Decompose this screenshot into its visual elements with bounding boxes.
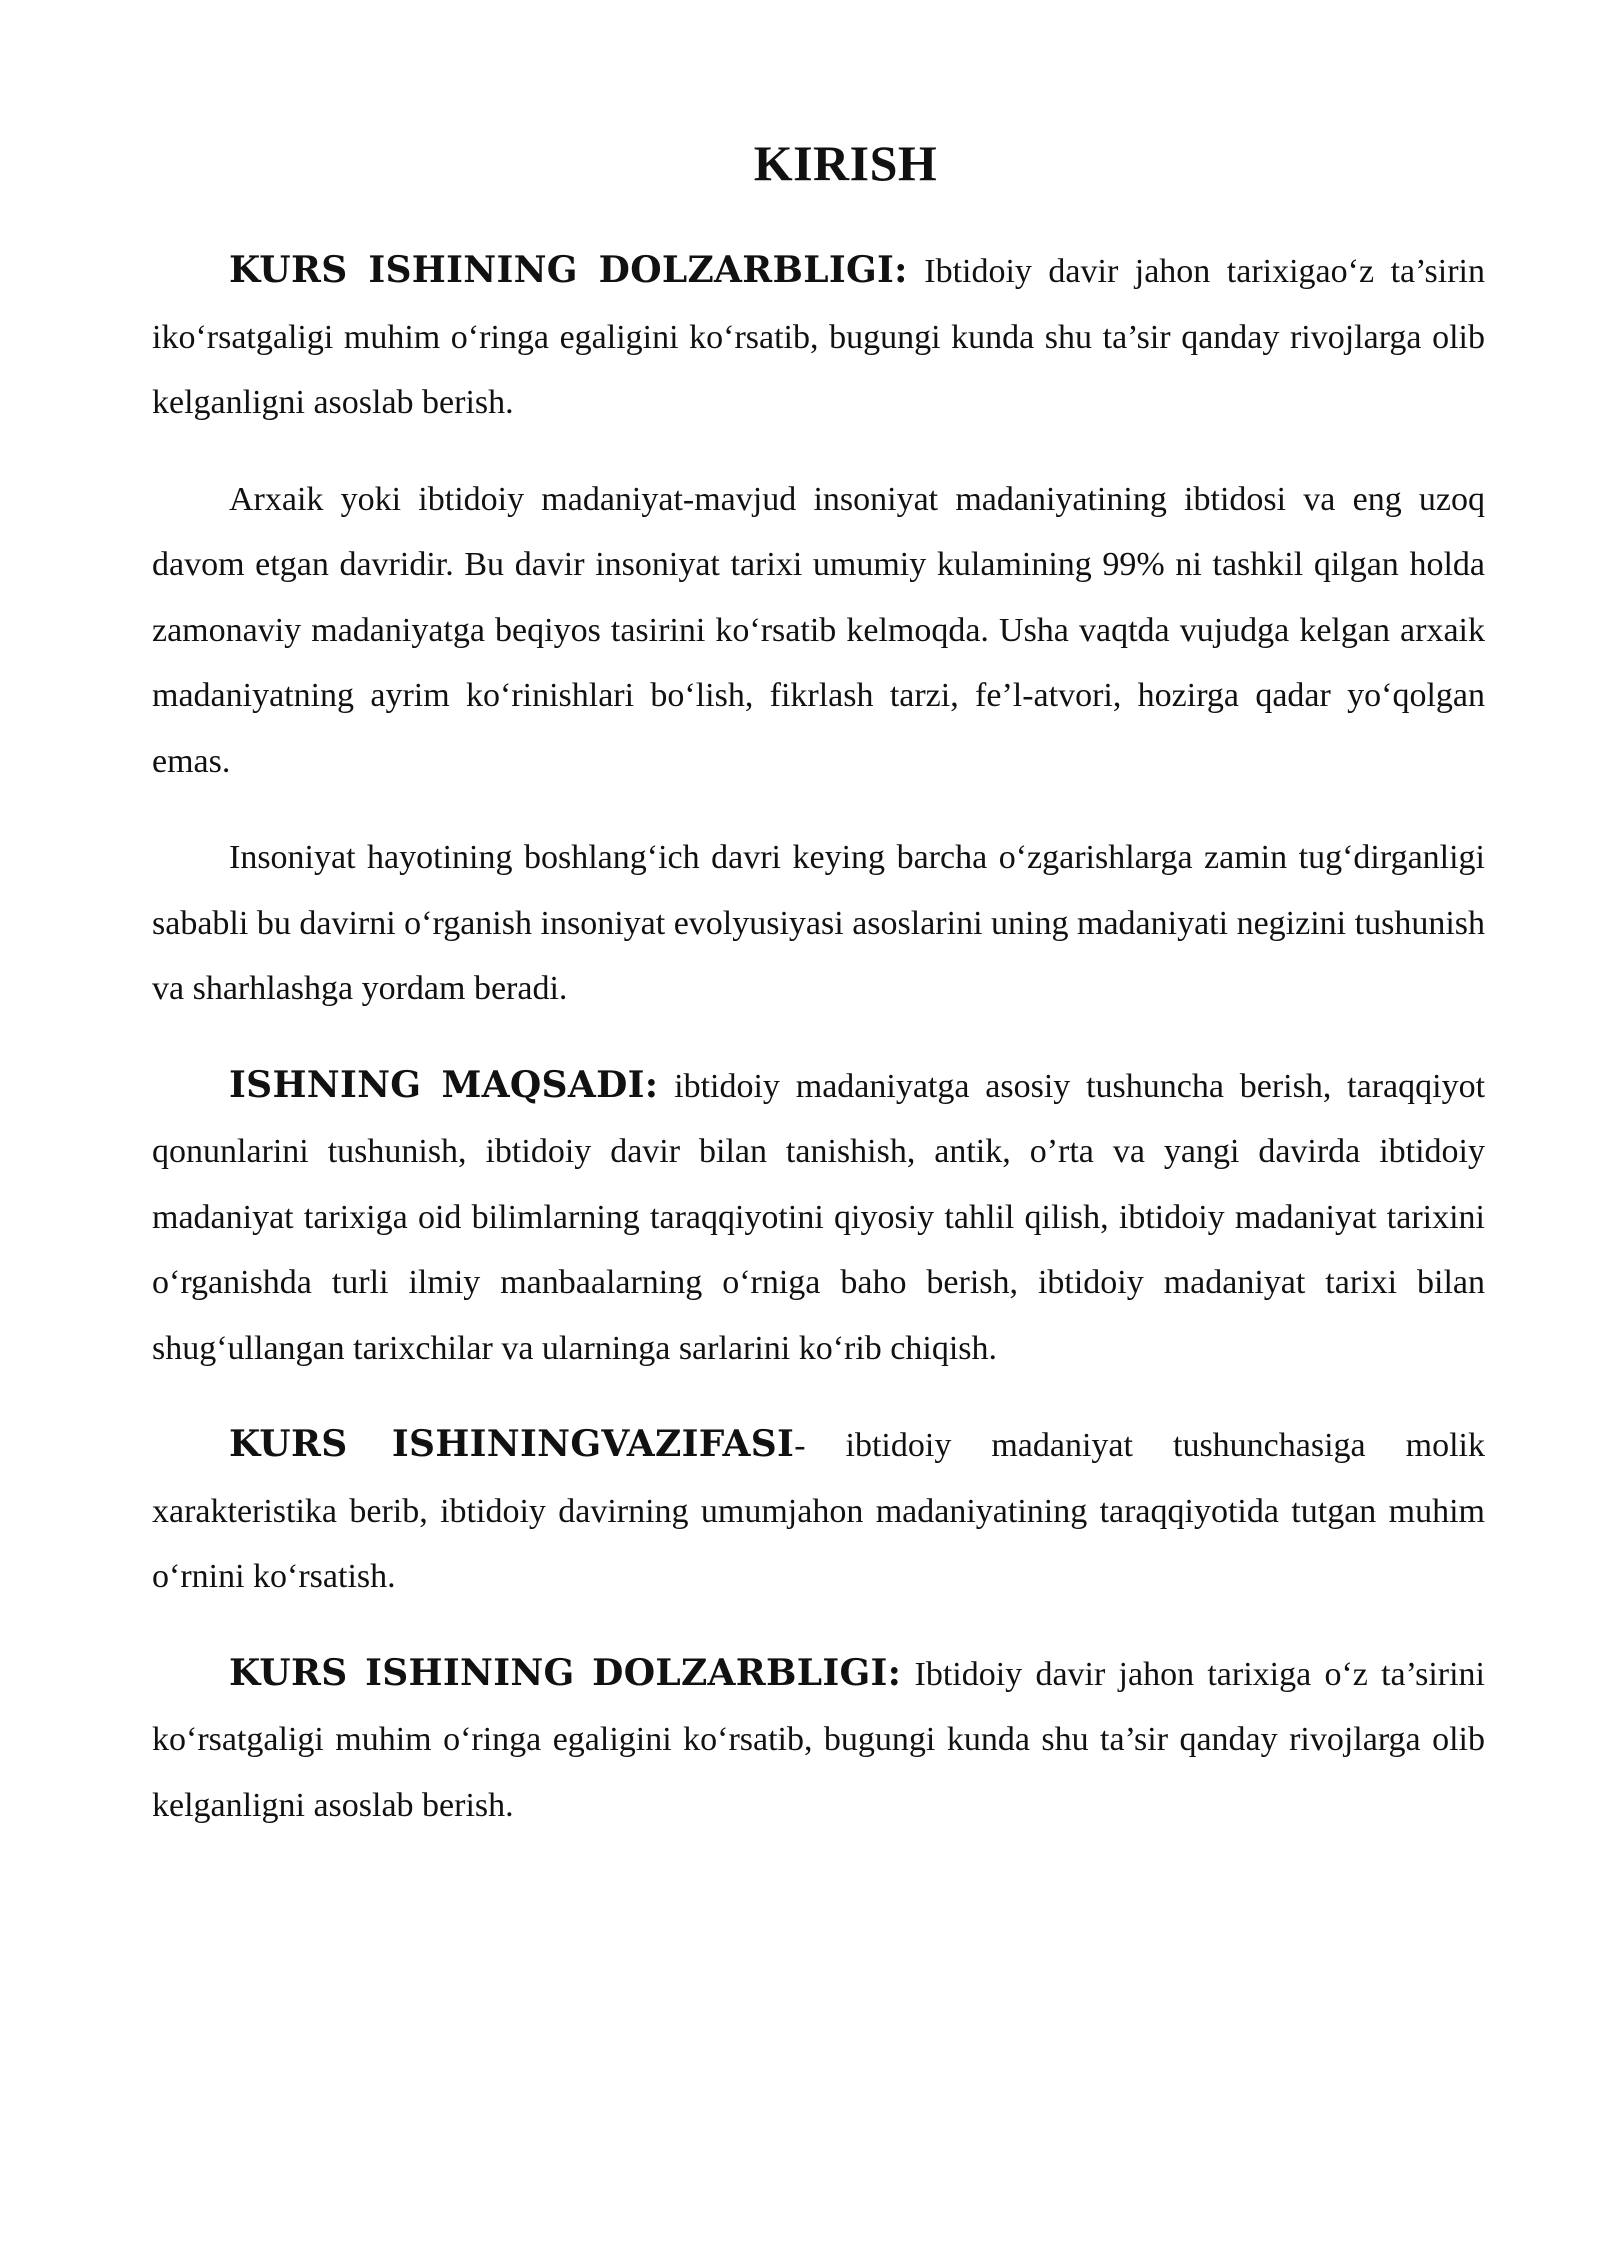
paragraph-task: [152, 1412, 1485, 1610]
paragraph-goal: [152, 1053, 1485, 1382]
paragraph-text: Insoniyat hayotining boshlang‘ich davri keying barcha o‘zgarishlarga zamin tug‘dirganligi sababli bu davirni o‘rganish insoniyat evolyusiyasi asoslarini uning madaniyati negizini tushunish va sharhlashga yordam beradi.: [152, 839, 1485, 1007]
paragraph-text: ibtidoiy madaniyatga asosiy tushuncha berish, taraqqiyot qonunlarini tushunish, ibtidoiy davir bilan tanishish, antik, o’rta va yangi davirda ibtidoiy madaniyat tarixiga oid bilimlarning taraqqiyotini qiyosiy tahlil qilish, ibtidoiy madaniyat tarixini o‘rganishda turli ilmiy manbaalarning o‘rniga baho berish, ibtidoiy madaniyat tarixi bilan shug‘ullangan tarixchilar va ularninga sarlarini ko‘rib chiqish.: [152, 1067, 1486, 1367]
paragraph-text: Ibtidoiy davir jahon tarixiga o‘z ta’sirini ko‘rsatgaligi muhim o‘ringa egaligini ko‘rsatib, bugungi kunda shu ta’sir qanday rivojlarga olib kelganligni asoslab berish.: [152, 1655, 1485, 1824]
paragraph-text: Ibtidoiy davir jahon tarixigao‘z ta’sirin iko‘rsatgaligi muhim o‘ringa egaligini ko‘rsatib, bugungi kunda shu ta’sir qanday rivojlarga olib kelganligni asoslab berish.: [152, 253, 1485, 421]
paragraph-text: - ibtidoiy madaniyat tushunchasiga molik xarakteristika berib, ibtidoiy davirning umumjahon madaniyatining taraqqiyotida tutgan muhim o‘rnini ko‘rsatish.: [152, 1427, 1485, 1595]
paragraph-heading: KURS ISHINING DOLZARBLIGI:: [229, 1651, 902, 1694]
paragraph-archaic-culture: [152, 467, 1485, 795]
paragraph-relevance-repeat: [152, 1641, 1485, 1839]
paragraph-early-period: [152, 825, 1485, 1022]
paragraph-heading: KURS ISHINING DOLZARBLIGI:: [229, 249, 908, 291]
paragraph-heading: ISHNING MAQSADI:: [229, 1063, 659, 1106]
document-body: [152, 132, 1485, 1869]
page-title: KIRISH: [753, 135, 938, 191]
paragraph-relevance: [152, 238, 1485, 436]
paragraph-text: Arxaik yoki ibtidoiy madaniyat-mavjud insoniyat madaniyatining ibtidosi va eng uzoq davom etgan davridir. Bu davir insoniyat tarixi umumiy kulamining 99% ni tashkil qilgan holda zamonaviy madaniyatga beqiyos tasirini ko‘rsatib kelmoqda. Usha vaqtda vujudga kelgan arxaik madaniyatning ayrim ko‘rinishlari bo‘lish, fikrlash tarzi, fe’l-atvori, hozirga qadar yo‘qolgan emas.: [152, 480, 1485, 780]
paragraph-heading: KURS ISHININGVAZIFASI: [229, 1423, 795, 1465]
